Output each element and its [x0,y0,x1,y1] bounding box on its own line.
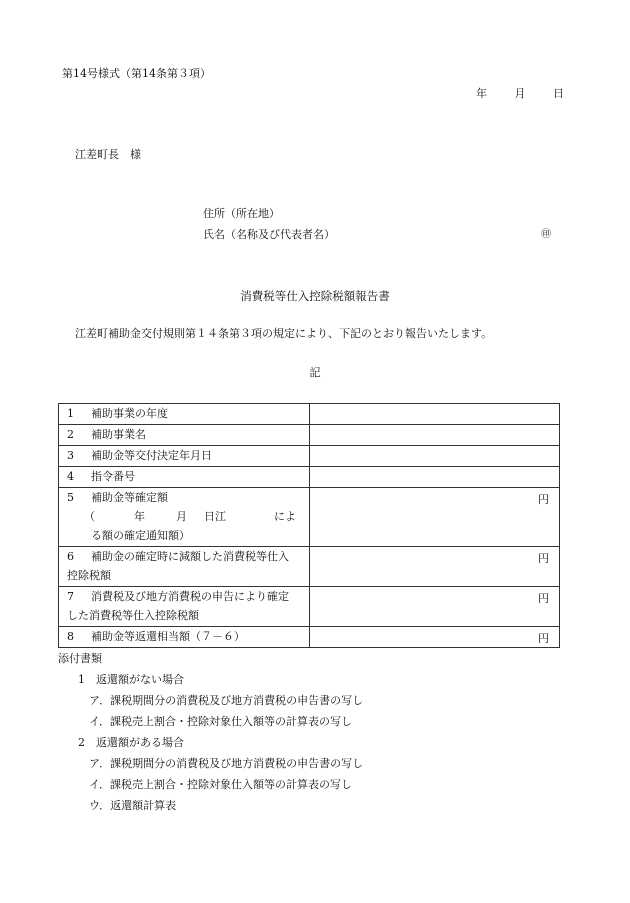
date-line [476,87,564,101]
address-label: 住所（所在地） [203,207,280,220]
item-number: 1 [67,407,74,420]
item-label: 補助金等確定額 [91,491,168,504]
item-label: 消費税及び地方消費税の申告により確定 [91,590,289,603]
attachment-item: ウ．返還額計算表 [89,799,177,812]
unit-yen: 円 [538,493,549,506]
table-row [59,446,560,467]
form-number: 第14号様式（第14条第３項） [62,67,211,80]
document-title: 消費税等仕入控除税額報告書 [240,289,390,303]
item-label: 補助金等返還相当額（７－６） [91,630,245,643]
attachment-item: イ．課税売上割合・控除対象仕入額等の計算表の写し [89,778,353,791]
item-number: 3 [67,449,74,462]
item-number: 6 [67,550,74,563]
item-sub-line: （ 年 月 日江 によ [84,510,296,523]
item-label-cont: した消費税等仕入控除税額 [67,609,199,622]
item-value [310,587,560,627]
unit-yen: 円 [538,632,549,645]
item-value [310,446,560,467]
table-row [59,425,560,446]
body-text: 江差町補助金交付規則第１４条第３項の規定により、下記のとおり報告いたします。 [75,327,493,340]
ki-heading: 記 [309,366,321,379]
item-value [310,425,560,446]
attachment-item: ア．課税期間分の消費税及び地方消費税の申告書の写し [89,694,364,707]
item-label: 補助金の確定時に減額した消費税等仕入 [91,550,289,563]
date-month: 月 [514,87,526,100]
addressee: 江差町長 様 [75,148,141,161]
unit-yen: 円 [538,592,549,605]
item-label: 指令番号 [91,470,135,483]
item-value [310,627,560,648]
item-value [310,467,560,488]
item-number: 4 [67,470,74,483]
date-year: 年 [476,87,487,100]
item-number: 5 [67,491,74,504]
table-row [59,547,560,587]
attachments-heading: 添付書類 [58,652,102,665]
attachment-item: ア．課税期間分の消費税及び地方消費税の申告書の写し [89,757,364,770]
item-label: 補助事業の年度 [91,407,168,420]
date-day: 日 [553,87,564,100]
name-label: 氏名（名称及び代表者名） [203,228,335,241]
item-number: 7 [67,590,74,603]
item-sub-line: る額の確定通知額） [91,529,190,542]
item-label-cont: 控除税額 [67,569,111,582]
attachment-item: イ．課税売上割合・控除対象仕入額等の計算表の写し [89,715,353,728]
report-table [58,403,560,648]
item-value [310,488,560,547]
item-label: 補助金等交付決定年月日 [91,449,212,462]
item-label: 補助事業名 [91,428,146,441]
attachments-case-2: 2 返還額がある場合 [78,736,184,749]
item-number: 2 [67,428,74,441]
seal-mark: ㊞ [541,229,551,240]
table-row [59,488,560,547]
attachments-case-1: 1 返還額がない場合 [78,673,184,686]
table-row [59,467,560,488]
item-value [310,404,560,425]
table-row [59,587,560,627]
item-number: 8 [67,630,74,643]
unit-yen: 円 [538,552,549,565]
table-row [59,404,560,425]
table-row [59,627,560,648]
item-value [310,547,560,587]
